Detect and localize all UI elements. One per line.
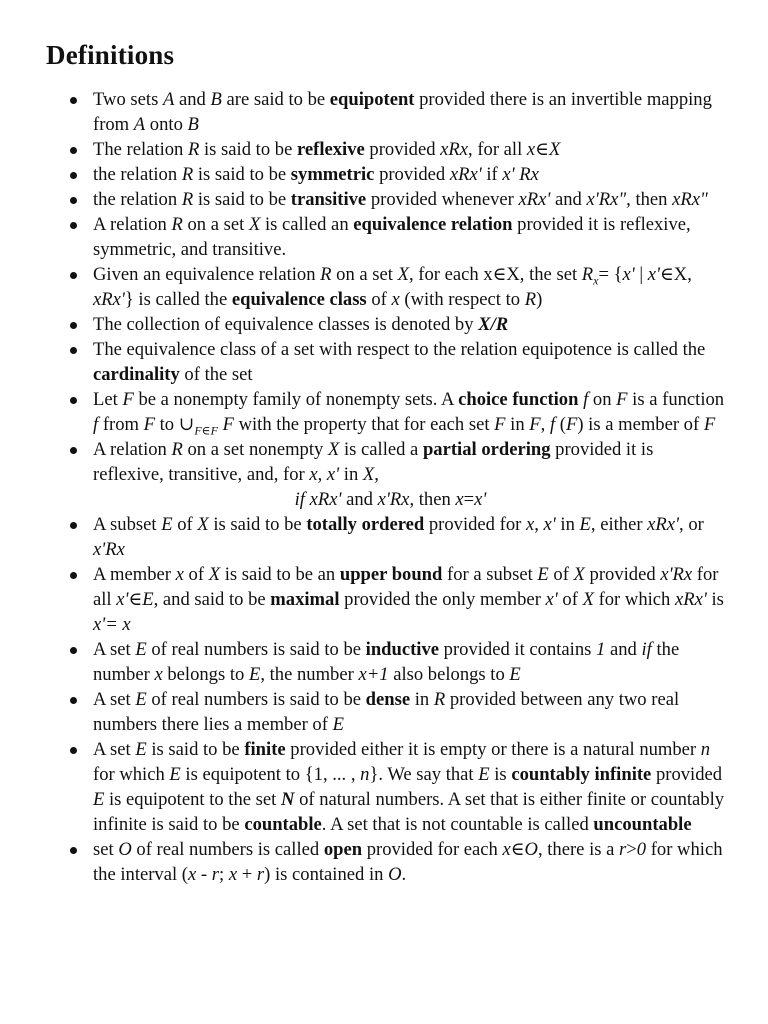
definition-item: A set E of real numbers is said to be dense in R provided between any two real numbers there lies a member of E: [0, 687, 768, 737]
definition-item: A set E of real numbers is said to be inductive provided it contains 1 and if the number x belongs to E, the number x+1 also belongs to E: [0, 637, 768, 687]
definition-item: The collection of equivalence classes is denoted by X/R: [0, 312, 768, 337]
definition-item: Given an equivalence relation R on a set X, for each x∈X, the set $R_x= \{x'$ | x'∈X, xRx'} is called the equivalence class of x (with respect to R): [0, 262, 768, 312]
definition-item: A relation R on a set X is called an equivalence relation provided it is reflexive, symmetric, and transitive.: [0, 212, 768, 262]
definition-item: The relation R is said to be reflexive provided xRx, for all x∈X: [0, 137, 768, 162]
definition-item: Let F be a nonempty family of nonempty sets. A choice function f on F is a function f from F to $\cup_{F\in F}$ F with the property that for each set F in F, f (F) is a member of F: [0, 387, 768, 437]
definition-item: A relation R on a set nonempty X is called a partial ordering provided it is reflexive, transitive, and, for x, x' in X, if xRx' and x'Rx, then x=x': [0, 437, 768, 512]
page-title: Definitions: [46, 40, 175, 70]
definition-item: the relation R is said to be transitive provided whenever xRx' and x'Rx", then xRx": [0, 187, 768, 212]
definitions-list: [0, 87, 768, 887]
definition-item: Two sets A and B are said to be equipotent provided there is an invertible mapping from A onto B: [0, 87, 768, 137]
definition-item: set O of real numbers is called open provided for each x∈O, there is a r>0 for which the interval (x - r; x + r) is contained in O.: [0, 837, 768, 887]
definition-item: A subset E of X is said to be totally ordered provided for x, x' in E, either xRx', or x'Rx: [0, 512, 768, 562]
definition-item: the relation R is said to be symmetric provided xRx' if x' Rx: [0, 162, 768, 187]
definition-item: A member x of X is said to be an upper bound for a subset E of X provided x'Rx for all x'∈E, and said to be maximal provided the only member x' of X for which xRx' is x'= x: [0, 562, 768, 637]
definition-item: A set E is said to be finite provided either it is empty or there is a natural number n for which E is equipotent to {1, ... , n}. We say that E is countably infinite provided E is equipotent to the set N of natural numbers. A set that is either finite or countably infinite is said to be countable. A set that is not countable is called uncountable: [0, 737, 768, 837]
definition-item: The equivalence class of a set with respect to the relation equipotence is called the cardinality of the set: [0, 337, 768, 387]
